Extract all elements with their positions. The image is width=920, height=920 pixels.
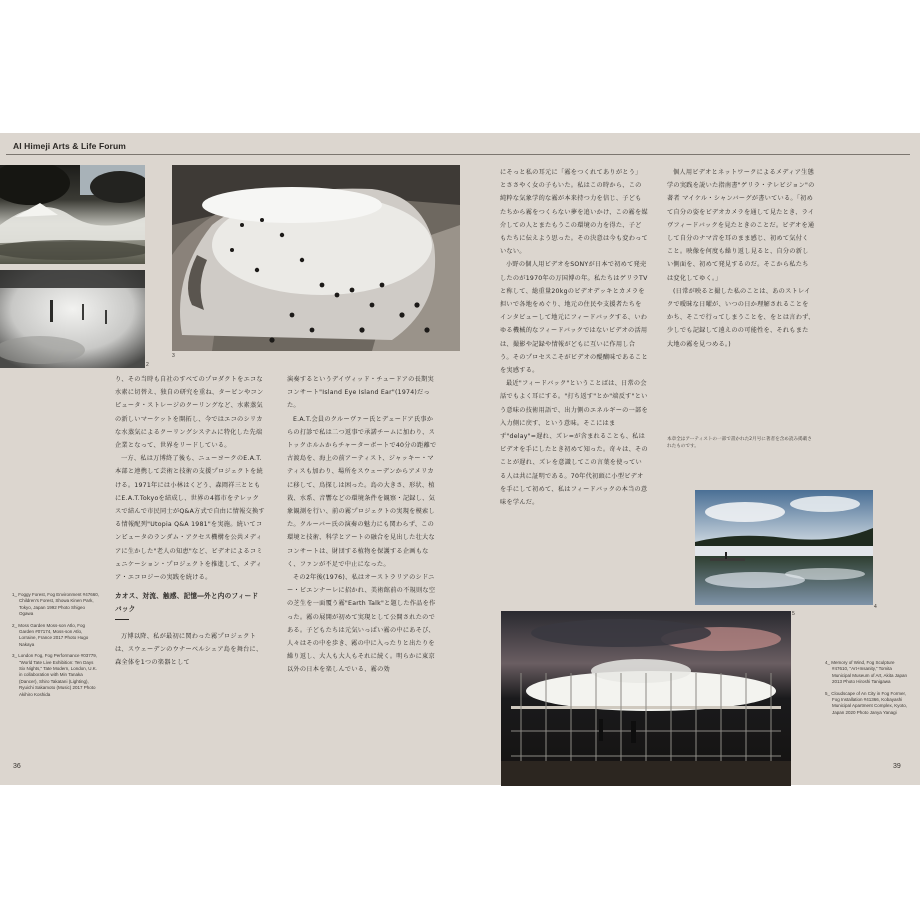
column-4-footnote: 本章全はアーティストの一部で書かれた2月号に著者を含め読み掲載されたものです。 <box>667 437 812 450</box>
page-number-left: 36 <box>13 763 21 770</box>
photo-moss-garden <box>0 270 145 368</box>
photo-memory-of-wind <box>695 490 873 605</box>
running-header: AI Himeji Arts & Life Forum <box>13 141 126 151</box>
photo-london-fog <box>172 165 460 351</box>
col4-paragraph-1: 個人用ビデオとネットワークによるメディア生態学の実践を説いた指南書"ゲリラ・テレビジョン"の著者 マイケル・シャンバーグが書いている。「初めて自分の姿をビデオカメラを通して見たとき、ライヴフィードバックを見たときのことだ。ビデオを通して自分のナマ音を耳のまま感じ、初めて気付くこと。映像を何度も繰り返し見ると、自分の新しい側面を、初めて発見するのだ。そこから私たちは変化してゆく。」 <box>667 169 815 282</box>
photo-foggy-forest <box>0 165 145 264</box>
heading-rule <box>115 619 129 620</box>
caption-2: 2_ Moss Garden Moss-son Atlo, Fog Garden #07174, Moss-son Atlo, Lorraine, France 2017 Photo Hugo Nakaya <box>12 622 89 647</box>
col3-paragraph-2: 小野の個人用ビデオをSONYが日本で初めて発売したのが1970年の万国博の年。私たちはゲリラTVと称して、総重量20kgのビデオデッキとカメラを担いで各地をめぐり、地元の住民や支援者たちをインタビューして地元にフィードバックする、いわゆる機械的なフィードバックではないビデオの活用は、撮影や記録や情報がどもに互いに作用し合う。そのプロセスこそがビデオの醍醐味であることを実感する。 <box>500 261 648 375</box>
col2-paragraph-2: E.A.T.会員のクルーヴァー氏とデュードア氏事からの打診で私は二つ返事で承諾チームに加わり、ストックホルムからチャーターボートで40分の距離で古渡島を、海上の前アーティスト、ジャッキー・マティスも加わり、場所をスウェーデンからアメリカに移して、鳥探しは困った。島の大きさ、形状、植栽、水系、音響などの環境条件を観察・記録し、気象観測を行い、前の霧プロジェクトの実現を模索した。クルーバー氏の演奏の魅力にも関わらず、この環境と技術、科学とアートの融合を見出した壮大なコンサートは、財団する植物を保護する企画もなく、ファンが不足で中止になった。 <box>287 415 437 568</box>
page-number-right: 39 <box>893 763 901 770</box>
captions-left <box>12 592 100 703</box>
caption-1: 1_ Foggy Forest, Fog Environment #47660, Children's Forest, Showa Kinen Park, Tokyo, Japan 1992 Photo Shigeo Ogawa <box>12 592 100 617</box>
col1-paragraph-3: 万博以降、私が最初に関わった霧プロジェクトは、スウェーデンのウナーベルシェア島を舞台に、森全体を1つの楽器として <box>115 632 263 667</box>
body-column-3 <box>500 166 648 596</box>
figure-number-5: 5 <box>792 611 795 617</box>
figure-number-4: 4 <box>874 604 877 610</box>
col4-paragraph-2: (日常が映ると撮した私のことは、あのストレイクで曖昧な日曜が、いつの日か理解されることをかち、そこで行ってしまうことを、をとは言わず、少しでも記録して遠えのの可能性を、それもまた大地の霧を見つめる。) <box>667 287 815 348</box>
captions-right <box>825 660 910 721</box>
figure-number-3: 3 <box>172 353 175 359</box>
caption-3: 3_ London Fog, Fog Performance #03779, "World Tate Live Exhibition: Ten Days Six Nights," Tate Modern, London, U.K. in collaboration with Min Tanaka (Dancer), Shiro Takatani (Lighting), Ryuichi Sakamoto (Music) 2017 Photo Akihiro Koshida <box>12 653 98 697</box>
header-rule <box>6 154 910 155</box>
col1-paragraph-1: り、その当時も自社のすべてのプロダクトをエコな水素に切替え、独自の研究を重ね、タービンやコンピュータ・ストレージのクーリングなど、水素蒸気の新しいマーケットを開拓し、今ではエコのシリカな水蒸気によるクーリングシステムに特化した先端企業となって、世界をリードしている。 <box>115 376 264 450</box>
body-column-2 <box>287 373 437 765</box>
col3-paragraph-1: にそっと私の耳元に「霧をつくれてありがとう」とささやく女の子もいた。私はこの時から、この純粋な気象学的な霧が本来持つ力を信じ、子どもたちから霧をつくらない夢を追いかけ、この霧を媒介しての人とまたもうこの環境の力を得た、子どもたちに伝えよう思った。その決意は今も変わっていない。 <box>500 169 648 256</box>
section-heading: カオス、対流、触感、記憶―外と内のフィードバック <box>115 592 259 614</box>
body-column-4 <box>667 166 815 428</box>
col2-paragraph-1: 演奏するというデイヴィッド・チュードアの長期実コンサート"Island Eye Island Ear"(1974)だった。 <box>287 376 434 410</box>
figure-number-2: 2 <box>146 362 149 368</box>
caption-5: 5_ Cloudscape of An City in Fog Former, Fog Installation #41366, Kobayashi Municipal Apartment Complex, Kyoto, Japan 2020 Photo Janya Yanagi <box>825 690 908 715</box>
body-column-1 <box>115 373 265 763</box>
caption-4: 4_ Memory of Wind, Fog Sculpture #47610, "Art+Insanity," Tomita Municipal Museum of Art, Akita Japan 2013 Photo Hiroshi Tanigawa <box>825 660 908 685</box>
col2-paragraph-3: その2年後(1976)、私はオーストラリアのシドニー・ビエンナーレに招かれ、美術館前の不規則な空の芝生を一面覆う霧"Earth Talk"と題した作品を作った。霧の展開が初めて実現として公開されたのである。子どもたちは元気いっぱい霧の中にあそび、人々はその中を歩き、霧の中に入ったりと出たりを繰り返し、大人も大人もそれに続く。明らかに東京以外の日本を楽しんでいる、霧の効 <box>287 574 436 674</box>
photo-cloudscape <box>501 611 791 786</box>
col1-paragraph-2: 一方、私は万博終了後も、ニューヨークのE.A.T.本部と連携して芸術と技術の支援プロジェクトを続ける。1971年には小林はくどう、森岡祥三とともにE.A.T.Tokyoを結成し、世界の4都市をテレックスで結んで市民同士がQ&A方式で自由に情報交換する情報配列"Utopia Q&A 1981"を実施。続いてコンピュータのランダム・アクセス機構を公共メディアに生かした"老人の知恵"など、ビデオによるコミュニケーション・プロジェクトを推進して、メディア・エコロジーの実践を続ける。 <box>115 455 265 582</box>
col3-paragraph-3: 最近"フィードバック"ということばは、日常の会話でもよく耳にする。"打ち返す"とか"端反す"という意味の技術用語で、出力側のエネルギーの一部を入力側に戻す、という意味。そこにはまず"delay"=遅れ、ズレ=が含まれることも、私はビデオを手にしたとき初めて知った。奇々は、そのことが遅れ、ズレを意識してこの言葉を使っている人は共に証明である。70年代初頭に小型ビデオを手にして初めて、私はフィードバックの本当の意味を学んだ。 <box>500 380 648 507</box>
